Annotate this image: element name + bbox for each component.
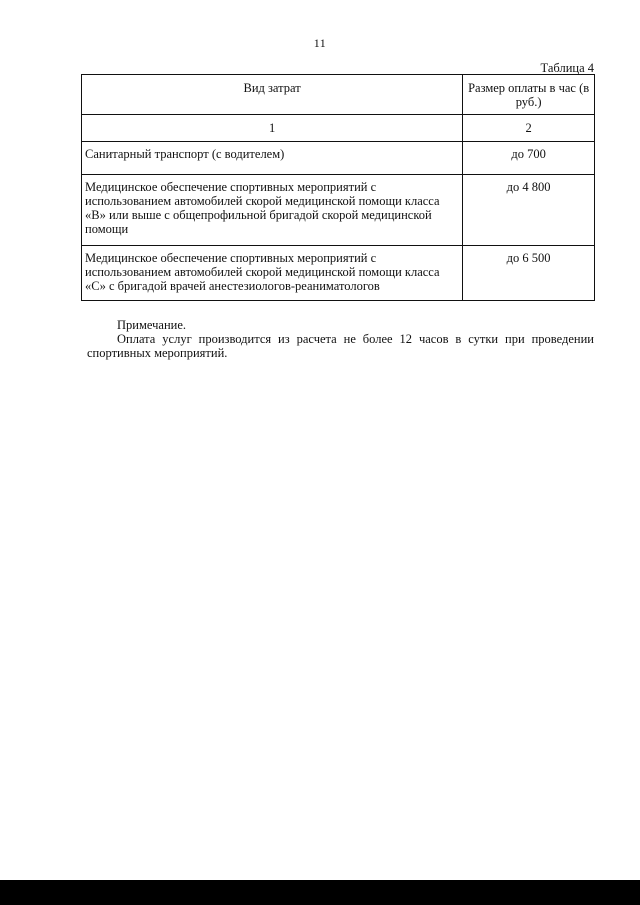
- cost-type-cell: Медицинское обеспечение спортивных мероприятий с использованием автомобилей скорой медицинской помощи класса «В» или выше с общепрофильной бригадой скорой медицинской помощи: [82, 175, 463, 246]
- column-number-2: 2: [463, 115, 595, 142]
- rate-cell: до 6 500: [463, 246, 595, 301]
- scan-border: [0, 880, 640, 905]
- note-text: Оплата услуг производится из расчета не более 12 часов в сутки при проведении спортивных мероприятий.: [87, 332, 594, 360]
- page-number: 11: [313, 36, 327, 50]
- cost-type-cell: Медицинское обеспечение спортивных мероприятий с использованием автомобилей скорой медицинской помощи класса «С» с бригадой врачей анестезиологов-реаниматологов: [82, 246, 463, 301]
- table-caption: Таблица 4: [540, 61, 594, 75]
- table-row: [82, 142, 595, 175]
- cost-table: [81, 74, 595, 301]
- header-cost-type: Вид затрат: [82, 75, 463, 115]
- rate-cell: до 700: [463, 142, 595, 175]
- table-row: [82, 175, 595, 246]
- note-block: [87, 318, 594, 360]
- column-number-row: [82, 115, 595, 142]
- rate-cell: до 4 800: [463, 175, 595, 246]
- column-number-1: 1: [82, 115, 463, 142]
- table-header-row: [82, 75, 595, 115]
- header-hourly-rate: Размер оплаты в час (в руб.): [463, 75, 595, 115]
- note-title: Примечание.: [117, 318, 187, 332]
- cost-type-cell: Санитарный транспорт (с водителем): [82, 142, 463, 175]
- table-row: [82, 246, 595, 301]
